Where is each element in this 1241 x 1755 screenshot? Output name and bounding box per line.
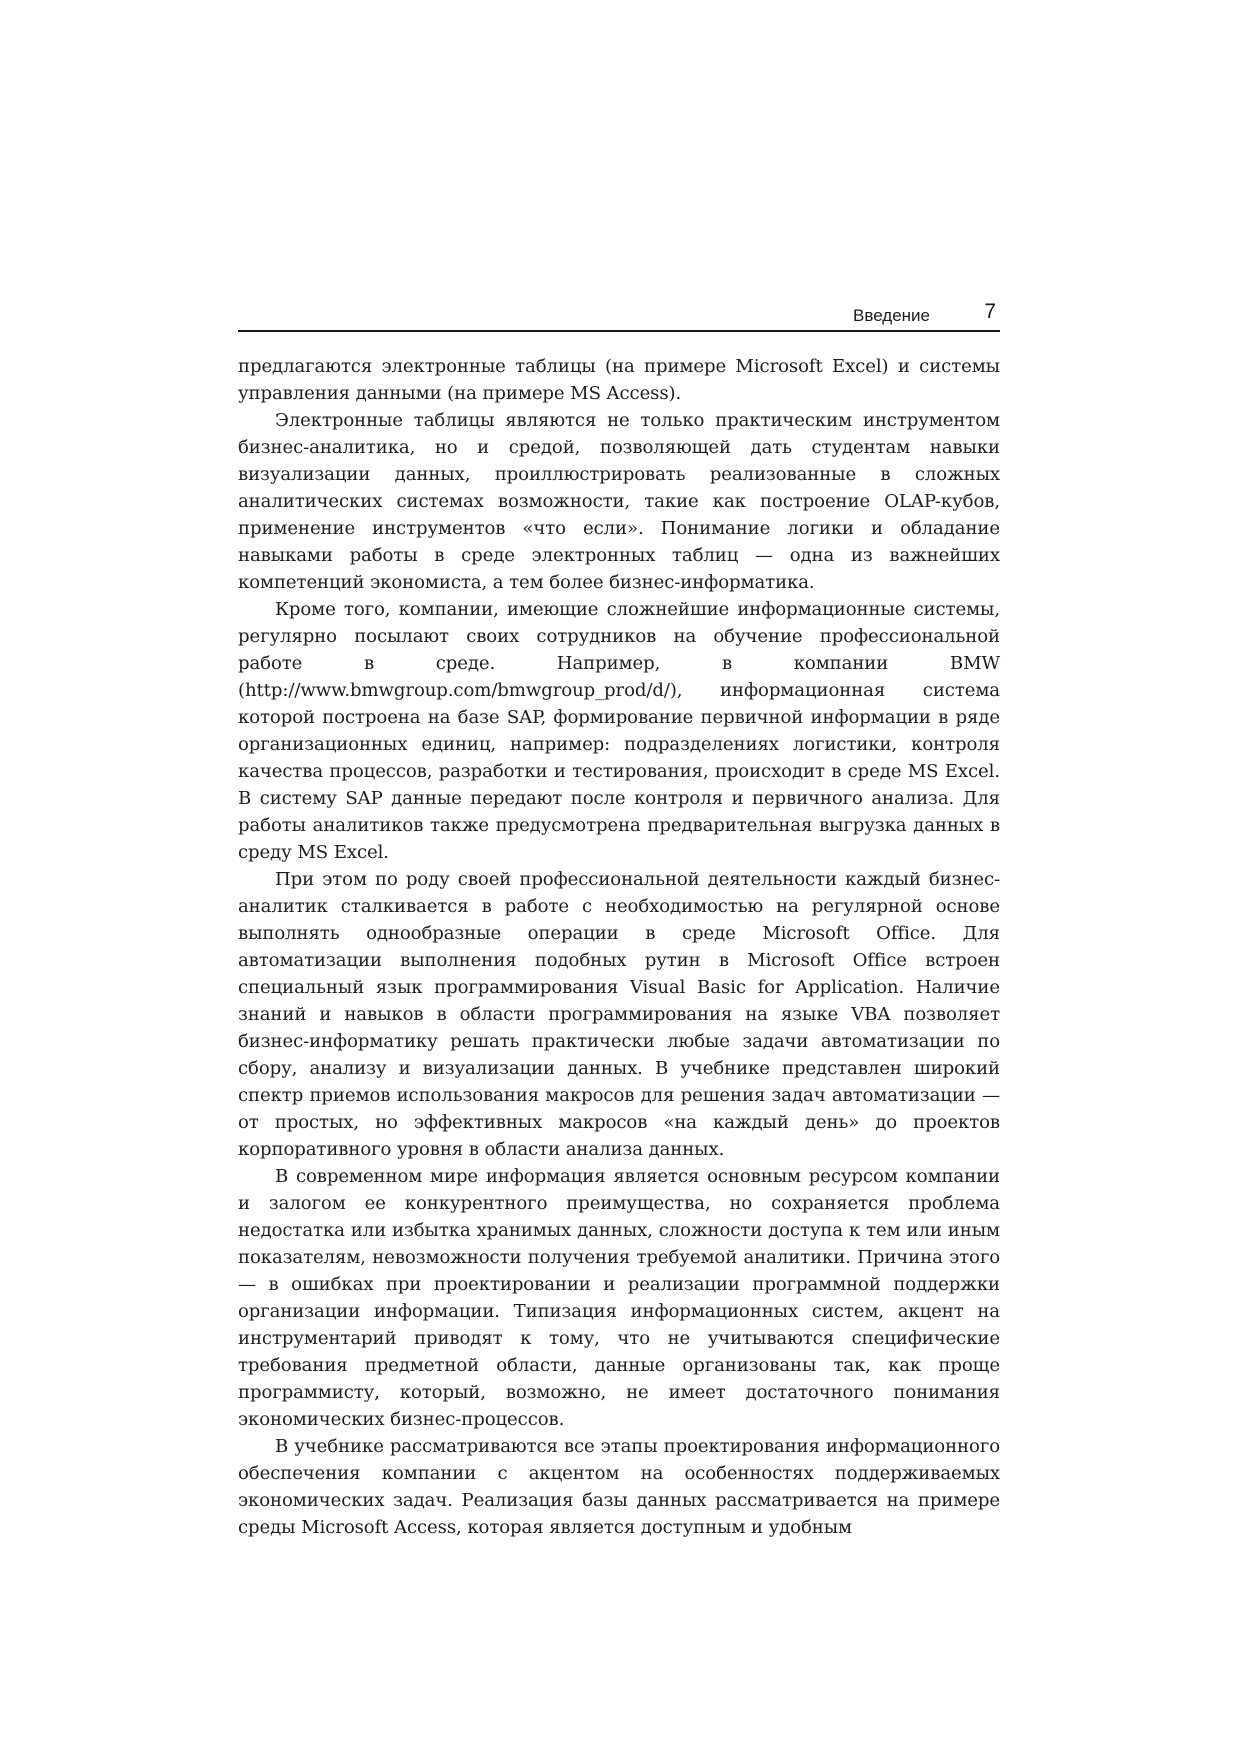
paragraph: В современном мире информация является основным ресурсом компании и залогом ее конкурентного преимущества, но сохраняется проблема недостатка или избытка хранимых данных, сложности доступа к тем или иным показателям, невозможности получения требуемой аналитики. Причина этого — в ошибках при проектировании и реализации программной поддержки организации информации. Типизация информационных систем, акцент на инструментарий приводят к тому, что не учитываются специфические требования предметной области, данные организованы так, как проще программисту, который, возможно, не имеет достаточного понимания экономических бизнес-процессов. — [238, 1166, 1000, 1430]
paragraph: В учебнике рассматриваются все этапы проектирования информационного обеспечения компании с акцентом на особенностях поддерживаемых экономических задач. Реализация базы данных рассматривается на примере среды Microsoft Access, которая является доступным и удобным — [238, 1436, 1000, 1538]
paragraph: Электронные таблицы являются не только практическим инструментом бизнес-аналитика, но и средой, позволяющей дать студентам навыки визуализации данных, проиллюстрировать реализованные в сложных аналитических системах возможности, такие как построение OLAP-кубов, применение инструментов «что если». Понимание логики и обладание навыками работы в среде электронных таблиц — одна из важнейших компетенций экономиста, а тем более бизнес-информатика. — [238, 410, 1000, 593]
paragraph: Кроме того, компании, имеющие сложнейшие информационные системы, регулярно посылают своих сотрудников на обучение профессиональной работе в среде. Например, в компании BMW (http://www.bmwgroup.com/bmwgroup_prod/d/), информационная система которой построена на базе SAP, формирование первичной информации в ряде организационных единиц, например: подразделениях логистики, контроля качества процессов, разработки и тестирования, происходит в среде MS Excel. В систему SAP данные передают после контроля и первичного анализа. Для работы аналитиков также предусмотрена предварительная выгрузка данных в среду MS Excel. — [238, 599, 1000, 863]
main-text — [238, 353, 1000, 1541]
paragraph-continuation: предлагаются электронные таблицы (на примере Microsoft Excel) и системы управления данными (на примере MS Access). — [238, 356, 1000, 404]
running-header — [238, 298, 1000, 332]
page-number: 7 — [984, 300, 996, 323]
paragraph: При этом по роду своей профессиональной деятельности каждый бизнес-аналитик сталкивается в работе с необходимостью на регулярной основе выполнять однообразные операции в среде Microsoft Office. Для автоматизации выполнения подобных рутин в Microsoft Office встроен специальный язык программирования Visual Basic for Application. Наличие знаний и навыков в области программирования на языке VBA позволяет бизнес-информатику решать практически любые задачи автоматизации по сбору, анализу и визуализации данных. В учебнике представлен широкий спектр приемов использования макросов для решения задач автоматизации — от простых, но эффективных макросов «на каждый день» до проектов корпоративного уровня в области анализа данных. — [238, 869, 1000, 1160]
running-title: Введение — [853, 306, 930, 325]
